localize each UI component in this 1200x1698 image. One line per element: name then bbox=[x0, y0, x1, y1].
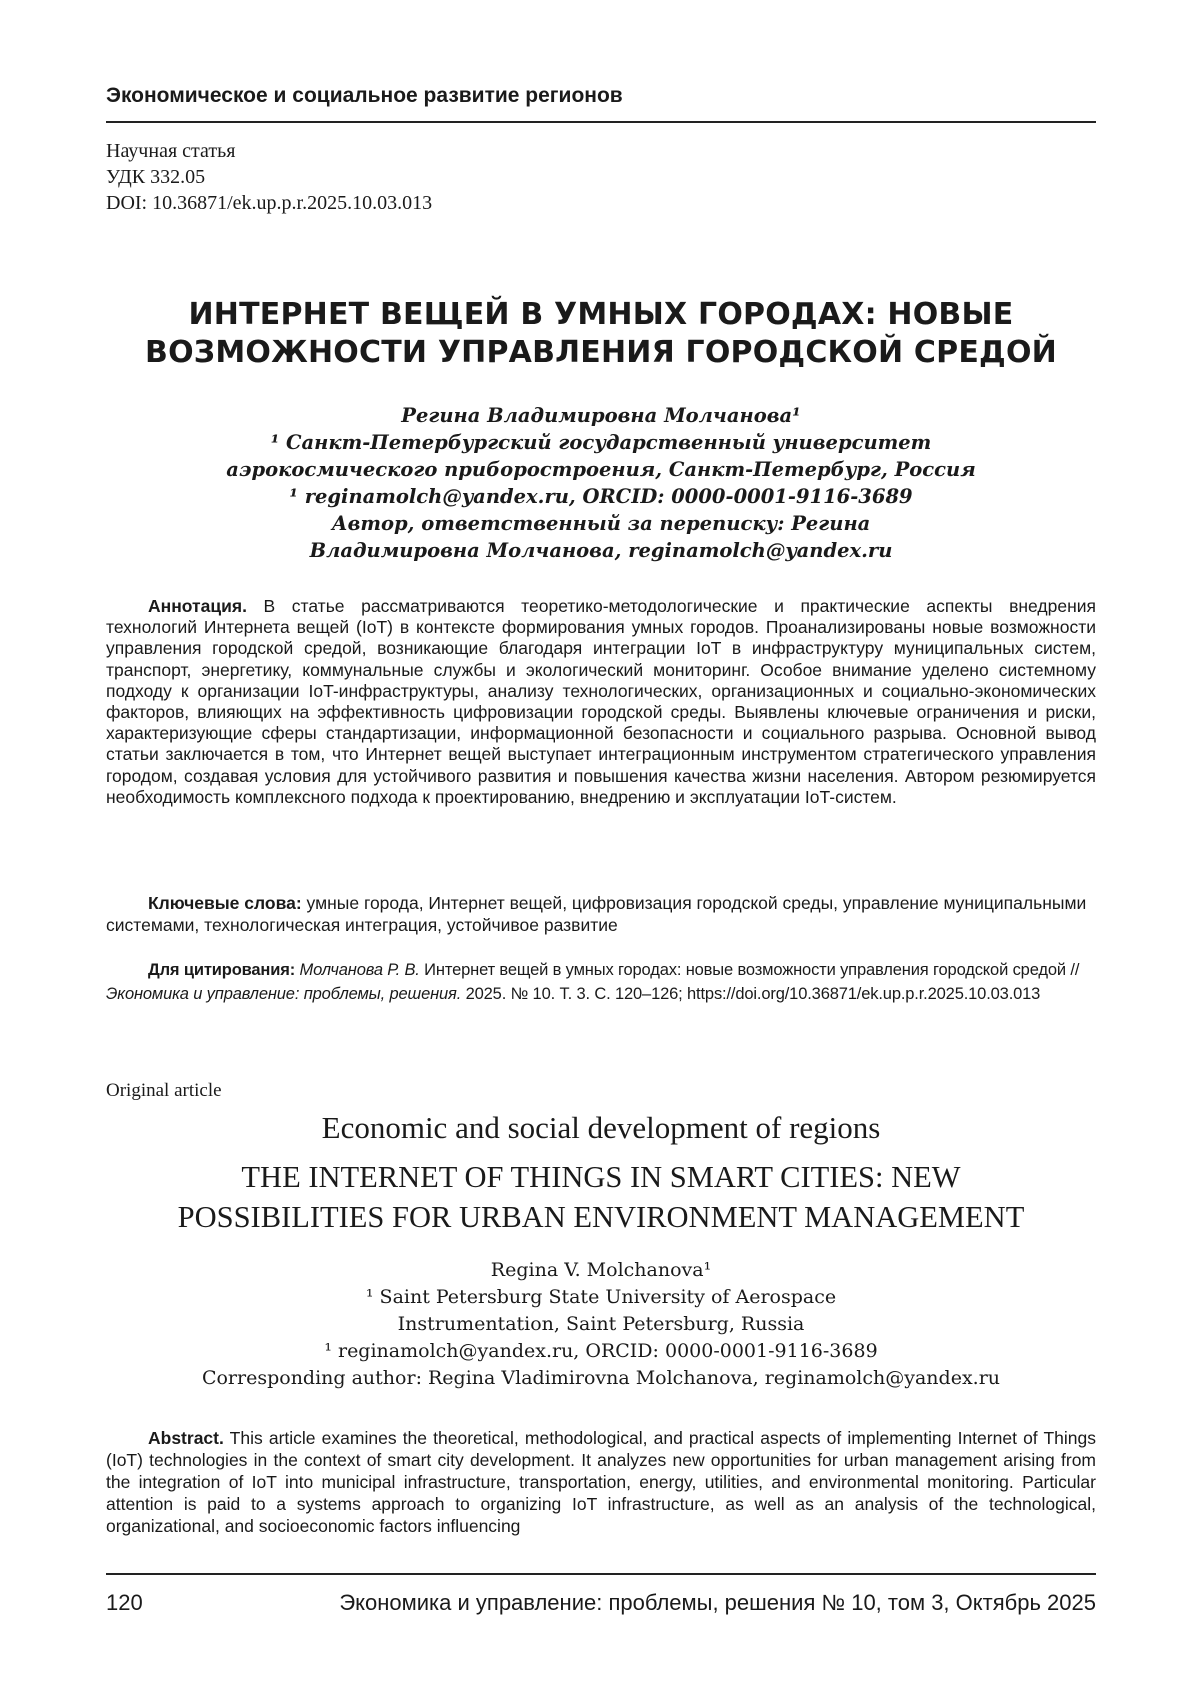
footer-journal: Экономика и управление: проблемы, решения № 10, том 3, Октябрь 2025 bbox=[339, 1590, 1096, 1615]
en-section-heading: Economic and social development of regions bbox=[321, 1110, 881, 1145]
ru-title-line: ВОЗМОЖНОСТИ УПРАВЛЕНИЯ ГОРОДСКОЙ СРЕДОЙ bbox=[145, 335, 1057, 370]
en-abstract-label: Abstract. bbox=[148, 1428, 224, 1448]
page-number: 120 bbox=[106, 1590, 143, 1615]
ru-abstract-text: В статье рассматриваются теоретико-методологические и практические аспекты внедрения технологий Интернета вещей (IoT) в контексте формирования умных городов. Проанализированы новые возможности управления городской средой, возникающие благодаря интеграции IoT в инфраструктуру муниципальных систем, транспорт, энергетику, коммунальные службы и экологический мониторинг. Особое внимание уделено системному подходу к организации IoT-инфраструктуры, анализу технологических, организационных и социально-экономических факторов, влияющих на эффективность цифровизации городской среды. Выявлены ключевые ограничения и риски, характеризующие сферы стандартизации, информационной безопасности и социального разрыва. Основной вывод статьи заключается в том, что Интернет вещей выступает интеграционным инструментом стратегического управления городом, создавая условия для устойчивого развития и повышения качества жизни населения. Автором резюмируется необходимость комплексного подхода к проектированию, внедрению и эксплуатации IoT-систем. bbox=[106, 596, 1096, 807]
en-author-contact[interactable]: ¹ reginamolch@yandex.ru, ORCID: 0000-0001-9116-3689 bbox=[324, 1340, 878, 1362]
header-rule bbox=[106, 121, 1096, 123]
doi[interactable]: DOI: 10.36871/ek.up.p.r.2025.10.03.013 bbox=[106, 192, 433, 214]
ru-title-line: ИНТЕРНЕТ ВЕЩЕЙ В УМНЫХ ГОРОДАХ: НОВЫЕ bbox=[188, 297, 1014, 332]
citation-author: Молчанова Р. В. bbox=[295, 961, 420, 979]
ru-affiliation: аэрокосмического приборостроения, Санкт-Петербург, Россия bbox=[226, 458, 976, 481]
citation-label: Для цитирования: bbox=[148, 961, 296, 979]
en-affiliation: Instrumentation, Saint Petersburg, Russia bbox=[397, 1313, 805, 1335]
ru-author-contact[interactable]: ¹ reginamolch@yandex.ru, ORCID: 0000-0001-9116-3689 bbox=[289, 485, 913, 508]
ru-citation bbox=[106, 958, 1096, 1006]
ru-author-block bbox=[106, 402, 1096, 564]
ru-title bbox=[106, 296, 1096, 372]
en-title-line: THE INTERNET OF THINGS IN SMART CITIES: NEW bbox=[241, 1160, 961, 1194]
ru-abstract bbox=[106, 596, 1096, 808]
ru-keywords-text: умные города, Интернет вещей, цифровизация городской среды, управление муниципальными системами, технологическая интеграция, устойчивое развитие bbox=[106, 893, 1087, 935]
ru-abstract-label: Аннотация. bbox=[148, 596, 247, 616]
en-title bbox=[106, 1157, 1096, 1237]
article-meta bbox=[106, 138, 432, 216]
ru-corresponding-author: Автор, ответственный за переписку: Регина bbox=[331, 512, 871, 535]
en-corresponding-author[interactable]: Corresponding author: Regina Vladimirovna Molchanova, reginamolch@yandex.ru bbox=[201, 1367, 1001, 1389]
en-abstract-text: This article examines the theoretical, methodological, and practical aspects of implementing Internet of Things (IoT) technologies in the context of smart city development. It analyzes new opportunities for urban management arising from the integration of IoT into municipal infrastructure, transportation, energy, utilities, and environmental monitoring. Particular attention is paid to a systems approach to organizing IoT infrastructure, as well as an analysis of the technological, organizational, and socioeconomic factors influencing bbox=[106, 1428, 1096, 1536]
en-affiliation: ¹ Saint Petersburg State University of Aerospace bbox=[365, 1286, 837, 1308]
citation-journal: Экономика и управление: проблемы, решения. bbox=[106, 985, 462, 1003]
ru-author-name: Регина Владимировна Молчанова¹ bbox=[401, 404, 801, 427]
article-type: Научная статья bbox=[106, 140, 236, 162]
ru-corresponding-author[interactable]: Владимировна Молчанова, reginamolch@yandex.ru bbox=[309, 539, 893, 562]
en-author-block bbox=[106, 1257, 1096, 1392]
running-head: Экономическое и социальное развитие регионов bbox=[106, 84, 623, 107]
ru-keywords bbox=[106, 893, 1096, 936]
en-title-line: POSSIBILITIES FOR URBAN ENVIRONMENT MANAGEMENT bbox=[177, 1200, 1025, 1234]
footer-rule bbox=[106, 1573, 1096, 1575]
udc-code: УДК 332.05 bbox=[106, 166, 206, 188]
citation-title: Интернет вещей в умных городах: новые возможности управления городской средой // bbox=[419, 961, 1080, 979]
ru-keywords-label: Ключевые слова: bbox=[148, 893, 302, 913]
citation-details[interactable]: 2025. № 10. Т. 3. С. 120–126; https://doi.org/10.36871/ek.up.p.r.2025.10.03.013 bbox=[461, 985, 1041, 1003]
en-article-type: Original article bbox=[106, 1080, 222, 1101]
ru-affiliation: ¹ Санкт-Петербургский государственный университет bbox=[270, 431, 932, 454]
en-author-name: Regina V. Molchanova¹ bbox=[490, 1259, 712, 1281]
en-abstract bbox=[106, 1427, 1096, 1537]
